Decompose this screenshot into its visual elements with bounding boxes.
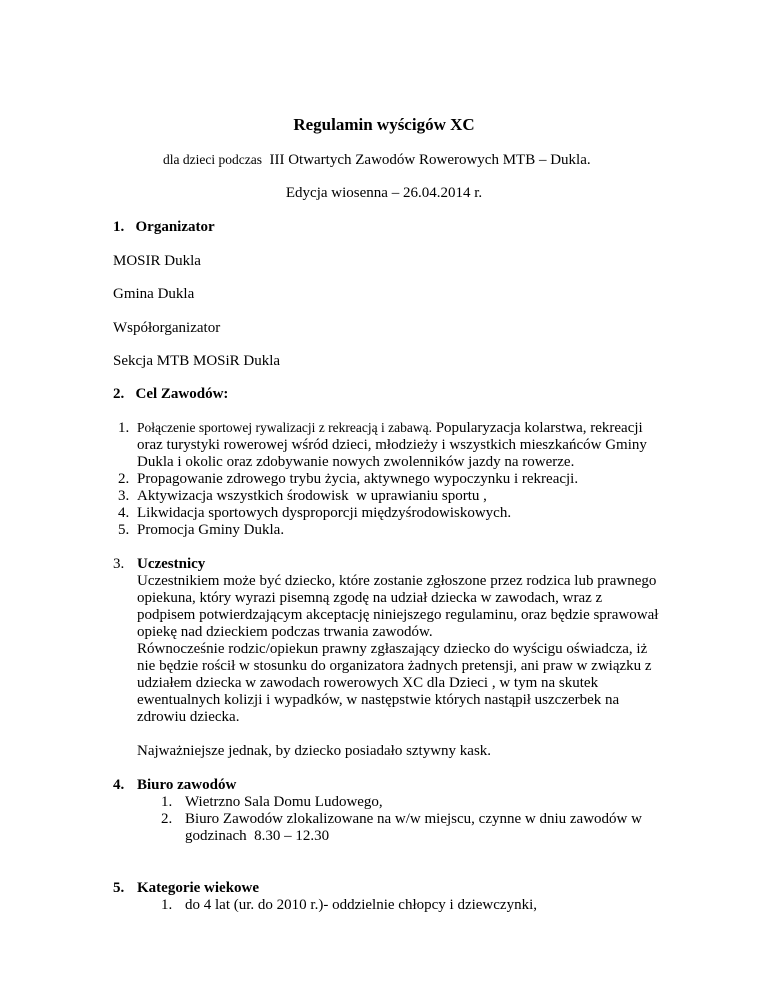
goal-item-3: Aktywizacja wszystkich środowisk w uprawianiu sportu , [137, 488, 487, 504]
list-number: 5. [118, 522, 130, 538]
organizer-line: Współorganizator [113, 320, 221, 336]
goal-item-4: Likwidacja sportowych dysproporcji międzyśrodowiskowych. [137, 505, 512, 521]
participants-line: ewentualnych kolizji i wypadków, w następstwie których nastąpił uszczerbek na [137, 692, 620, 708]
subtitle [163, 152, 591, 169]
goal-item-1-small: Połączenie sportowej rywalizacji z rekreacją i zabawą. [137, 420, 432, 435]
participants-line: nie będzie rościł w stosunku do organizatora żadnych pretensji, ani praw w związku z [137, 658, 652, 674]
participants-line: opiekuna, który wyrazi pisemną zgodę na udział dziecka w zawodach, wraz z [137, 590, 603, 606]
section-5-number: 5. [113, 880, 125, 896]
edition-line: Edycja wiosenna – 26.04.2014 r. [285, 185, 483, 201]
subtitle-prefix: dla dzieci podczas [163, 152, 262, 167]
section-5-heading: Kategorie wiekowe [137, 880, 260, 896]
participants-line: podpisem potwierdzającym akceptację niniejszego regulaminu, oraz będzie sprawował [137, 607, 659, 623]
organizer-line: Gmina Dukla [113, 286, 195, 302]
list-number: 1. [118, 420, 130, 436]
age-category-item: do 4 lat (ur. do 2010 r.)- oddzielnie chłopcy i dziewczynki, [185, 897, 537, 913]
organizer-line: Sekcja MTB MOSiR Dukla [113, 353, 281, 369]
section-1-heading: 1. Organizator [113, 219, 215, 235]
helmet-note: Najważniejsze jednak, by dziecko posiadało sztywny kask. [137, 743, 492, 759]
participants-line: zdrowiu dziecka. [137, 709, 240, 725]
list-number: 2. [161, 811, 173, 827]
section-2-heading: 2. Cel Zawodów: [113, 386, 229, 402]
list-number: 2. [118, 471, 130, 487]
participants-line: udziałem dziecka w zawodach rowerowych XC dla Dzieci , w tym na skutek [137, 675, 599, 691]
document-title: Regulamin wyścigów XC [293, 115, 475, 134]
participants-line: opiekę nad dzieckiem podczas trwania zawodów. [137, 624, 433, 640]
section-4-number: 4. [113, 777, 125, 793]
list-number: 3. [118, 488, 130, 504]
section-3-number: 3. [113, 556, 125, 572]
goal-item-1-line: oraz turystyki rowerowej wśród dzieci, młodzieży i wszystkich mieszkańców Gminy [137, 437, 647, 453]
section-3-heading: Uczestnicy [137, 556, 206, 572]
goal-item-1-line: Dukla i okolic oraz zdobywanie nowych zwolenników jazdy na rowerze. [137, 454, 575, 470]
list-number: 4. [118, 505, 130, 521]
goal-item-2: Propagowanie zdrowego trybu życia, aktywnego wypoczynku i rekreacji. [137, 471, 579, 487]
organizer-line: MOSIR Dukla [113, 253, 201, 269]
office-item-2: Biuro Zawodów zlokalizowane na w/w miejscu, czynne w dniu zawodów w [185, 811, 642, 827]
participants-line: Równocześnie rodzic/opiekun prawny zgłaszający dziecko do wyścigu oświadcza, iż [137, 641, 648, 657]
goal-item-1-rest: Popularyzacja kolarstwa, rekreacji [431, 420, 643, 436]
subtitle-main: III Otwartych Zawodów Rowerowych MTB – Dukla. [269, 152, 591, 168]
office-item-2-line: godzinach 8.30 – 12.30 [185, 828, 330, 844]
goal-item-1 [137, 420, 643, 437]
list-number: 1. [161, 794, 173, 810]
list-number: 1. [161, 897, 173, 913]
participants-line: Uczestnikiem może być dziecko, które zostanie zgłoszone przez rodzica lub prawnego [137, 573, 657, 589]
office-item-1: Wietrzno Sala Domu Ludowego, [185, 794, 383, 810]
goal-item-5: Promocja Gminy Dukla. [137, 522, 285, 538]
section-4-heading: Biuro zawodów [137, 777, 237, 793]
